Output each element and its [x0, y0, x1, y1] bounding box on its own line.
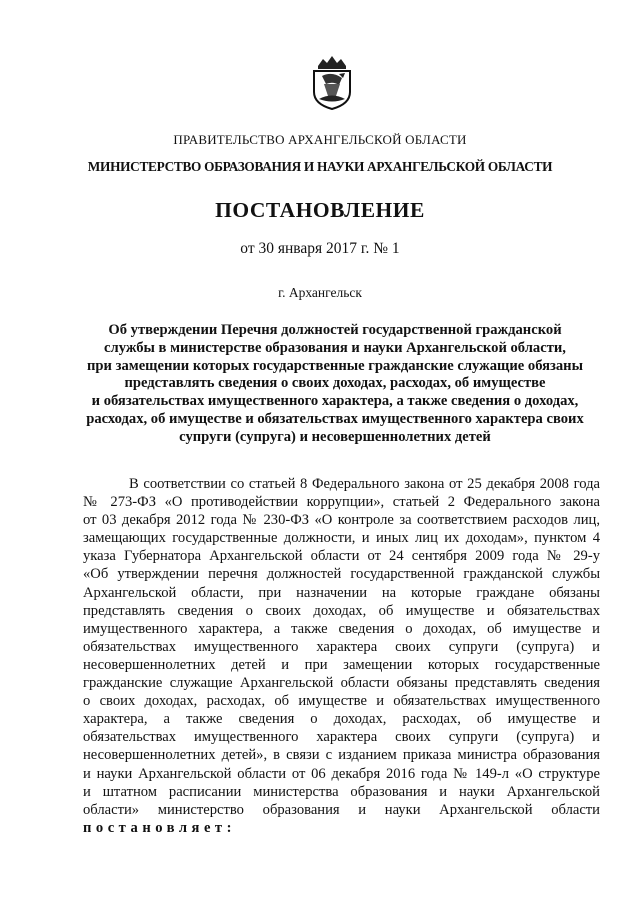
document-subject	[70, 322, 600, 447]
subject-line: супруги (супруга) и несовершеннолетних детей	[179, 428, 491, 445]
subject-line: и обязательствах имущественного характера, а также сведения о доходах,	[91, 393, 579, 410]
document-type: ПОСТАНОВЛЕНИЕ	[215, 198, 425, 222]
document-body	[83, 475, 600, 837]
body-line: обязательствах имущественного характера своих супруги (супруга) и	[83, 638, 600, 655]
body-line: имущественного характера, а также сведения о доходах, об имуществе и	[83, 620, 600, 637]
body-line: «Об утверждении перечня должностей государственной гражданской службы	[83, 566, 600, 583]
ministry-name: МИНИСТЕРСТВО ОБРАЗОВАНИЯ И НАУКИ АРХАНГЕЛЬСКОЙ ОБЛАСТИ	[87, 159, 553, 174]
subject-line: при замещении которых государственные гражданские служащие обязаны	[87, 357, 583, 374]
body-line: области» министерство образования и науки Архангельской области	[83, 801, 600, 818]
body-line: от 03 декабря 2012 года № 230-ФЗ «О контроле за соответствием расходов лиц,	[83, 512, 600, 529]
body-line: В соответствии со статьей 8 Федерального закона от 25 декабря 2008 года	[129, 476, 600, 492]
body-line: характера, а также сведения о доходах, расходах, об имуществе и	[83, 711, 600, 728]
body-line: замещающих государственные должности, и иных лиц их доходам», пунктом 4	[83, 530, 600, 547]
body-line: и штатном расписании министерства образования и науки Архангельской	[83, 783, 600, 800]
body-line: представлять сведения о своих доходах, об имуществе и обязательствах	[83, 602, 600, 619]
body-line: обязательствах имущественного характера своих супруги (супруга) и	[83, 729, 600, 746]
body-line: несовершеннолетних детей», в связи с изданием приказа министра образования	[83, 747, 600, 764]
government-name: ПРАВИТЕЛЬСТВО АРХАНГЕЛЬСКОЙ ОБЛАСТИ	[173, 132, 467, 147]
body-line: и науки Архангельской области от 06 декабря 2016 года № 149-л «О структуре	[83, 765, 600, 782]
body-line: о своих доходах, расходах, об имуществе и обязательствах имущественного	[83, 693, 600, 710]
document-date-number: от 30 января 2017 г. № 1	[240, 240, 400, 257]
resolution-word: постановляет:	[83, 819, 236, 836]
body-line: несовершеннолетних детей и при замещении которых государственные	[83, 656, 600, 673]
subject-line: Об утверждении Перечня должностей государственной гражданской	[108, 322, 562, 338]
body-line: № 273-ФЗ «О противодействии коррупции», статьей 2 Федерального закона	[83, 494, 600, 511]
subject-line: расходах, об имуществе и обязательствах имущественного характера своих	[86, 410, 584, 427]
body-line: гражданские служащие Архангельской области обязаны представлять сведения	[83, 675, 600, 692]
subject-line: службы в министерстве образования и науки Архангельской области,	[104, 339, 566, 356]
body-line: указа Губернатора Архангельской области от 24 сентября 2009 года № 29-у	[83, 548, 600, 565]
subject-line: представлять сведения о своих доходах, расходах, об имуществе	[124, 375, 546, 392]
coat-of-arms-icon	[309, 52, 355, 110]
body-line: Архангельской области, при назначении на которые граждане обязаны	[83, 584, 600, 601]
city-name: г. Архангельск	[278, 285, 362, 300]
